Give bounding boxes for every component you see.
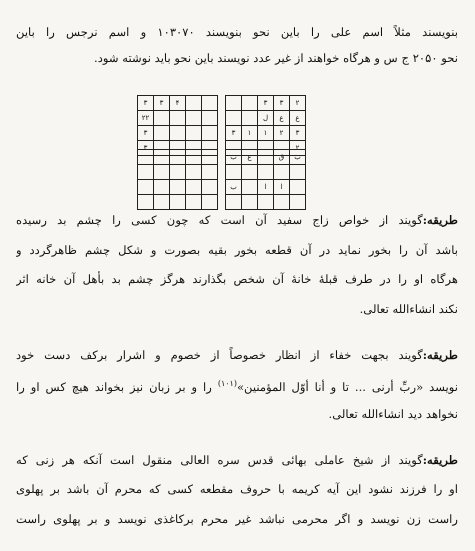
grid-cell <box>170 126 186 141</box>
grid-cell: ۳ <box>138 126 154 141</box>
grid-cell <box>170 111 186 126</box>
grid-cell <box>242 165 258 180</box>
grid-cell <box>170 195 186 210</box>
grid-cell <box>154 150 170 165</box>
grid-cell: ا <box>274 180 290 195</box>
grid-cell <box>258 150 274 165</box>
grid-cell <box>258 165 274 180</box>
grid-cell <box>154 126 170 141</box>
paragraph-line: طریقه:گویند از شیخ عاملی بهائی قدس سره العالی منقول است آنکه هر زنی که <box>16 453 458 467</box>
grid-cell <box>202 96 218 111</box>
text-line: بنویسند مثلاً اسم علی را باین نحو بنویسند ۱۰۳۰۷۰ و اسم نرجس را باین <box>16 25 458 39</box>
grid-cell: ۳ <box>274 96 290 111</box>
paragraph-line: راست زن نویسد و اگر محرمی نباشد غیر محرم برکاغذی نویسد و بر پهلوی راست <box>16 512 458 526</box>
grid-cell <box>242 195 258 210</box>
grid-cell: ۱ <box>258 126 274 141</box>
grid-cell <box>226 165 242 180</box>
grid-cell: ۲۲ <box>138 111 154 126</box>
grid-cell: ق <box>274 150 290 165</box>
grid-cell: ۲ <box>274 126 290 141</box>
grid-row <box>138 195 218 210</box>
paragraph-line: نخواهد دید انشاءالله تعالی. <box>328 407 458 421</box>
grid-cell: ۱ <box>242 126 258 141</box>
section-label: طریقه: <box>422 213 458 227</box>
grid-cell <box>202 195 218 210</box>
grid-row <box>226 96 306 111</box>
grid-cell: ب <box>290 150 306 165</box>
text-line: نحو ۲۰۵۰ ج س و هرگاه خواهند از غیر عدد نویسند باین نحو باید نوشته شود. <box>94 51 458 65</box>
grid-cell <box>202 126 218 141</box>
grid-cell <box>154 165 170 180</box>
grid-cell <box>170 180 186 195</box>
grid-cell: ۴ <box>170 96 186 111</box>
grid-cell <box>290 180 306 195</box>
section-label: طریقه: <box>422 453 458 467</box>
grid-cell: ۳ <box>138 141 154 156</box>
paragraph-line: نویسد «ربِّ أرنی ... تا و أنا أوّل المؤمنین»$^{(۱۰۱)}$ را و بر زبان نیز بخواند هیچ کس او را <box>16 379 458 394</box>
grid-cell <box>202 150 218 165</box>
grid-cell: ۳ <box>138 96 154 111</box>
grid-cell: ۳ <box>290 126 306 141</box>
grid-cell <box>242 180 258 195</box>
magic-square-grid <box>225 149 306 210</box>
grid-row <box>138 126 218 141</box>
magic-square-grid <box>225 95 306 156</box>
grid-cell <box>154 195 170 210</box>
grid-cell: ب <box>226 180 242 195</box>
grid-cell <box>170 150 186 165</box>
paragraph-line: باشد آن را بخور نماید در آن قطعه بخور بقیه بصورت و شکل چشم ظاهرگردد و <box>16 243 458 257</box>
grid-row <box>138 150 218 165</box>
grid-cell <box>202 111 218 126</box>
grid-cell <box>186 180 202 195</box>
grid-cell <box>290 165 306 180</box>
grid-cell <box>186 96 202 111</box>
grid-cell <box>290 195 306 210</box>
section-label: طریقه: <box>422 348 458 362</box>
grid-cell: ع <box>242 150 258 165</box>
grid-row <box>226 150 306 165</box>
grid-cell <box>274 195 290 210</box>
grid-cell <box>138 150 154 165</box>
grid-cell <box>274 165 290 180</box>
paragraph-line: طریقه:گویند بجهت خفاء از انظار خصوصاً از خصوم و اشرار برکف دست خود <box>16 348 458 362</box>
grid-cell: ب <box>226 150 242 165</box>
paragraph-line: نکند انشاءالله تعالی. <box>359 302 458 316</box>
magic-square-grid <box>137 95 218 156</box>
grid-row <box>226 195 306 210</box>
grid-cell: ا <box>258 180 274 195</box>
grid-cell <box>242 96 258 111</box>
grid-cell <box>186 165 202 180</box>
grid-row <box>226 126 306 141</box>
grid-cell <box>170 165 186 180</box>
grid-cell <box>186 195 202 210</box>
grid-cell <box>186 150 202 165</box>
grid-cell: ۳ <box>258 96 274 111</box>
grid-cell: ۲ <box>290 141 306 156</box>
grid-cell: ع <box>274 111 290 126</box>
grid-row <box>138 165 218 180</box>
grid-row <box>138 111 218 126</box>
paragraph-line: او را فرزند نشود این آیه کریمه با حروف مقطعه کسی که محرم آن باشد بر پهلوی <box>16 482 458 496</box>
grid-cell: ۲ <box>290 96 306 111</box>
grid-cell: ع <box>290 111 306 126</box>
grid-cell <box>258 195 274 210</box>
grid-cell <box>226 96 242 111</box>
grid-cell: ۳ <box>226 126 242 141</box>
grid-cell <box>138 195 154 210</box>
grid-cell: ۳ <box>154 96 170 111</box>
grid-cell <box>226 111 242 126</box>
grid-cell <box>154 180 170 195</box>
grid-cell <box>138 165 154 180</box>
grid-cell: ل <box>258 111 274 126</box>
grid-row <box>226 165 306 180</box>
grid-cell <box>138 180 154 195</box>
grid-cell <box>154 111 170 126</box>
grid-cell <box>202 180 218 195</box>
grid-row <box>138 96 218 111</box>
magic-square-grid <box>137 149 218 210</box>
paragraph-line: هرگاه او را در طرف قبلهٔ خانهٔ آن شخص بگذارند هرگز چشم بد بأهل آن خانه اثر <box>16 272 458 286</box>
grid-row <box>226 180 306 195</box>
grid-row <box>226 111 306 126</box>
grid-cell <box>242 111 258 126</box>
grid-cell <box>186 126 202 141</box>
grid-cell <box>202 165 218 180</box>
paragraph-line: طریقه:گویند از خواص زاج سفید آن است که چون کسی را چشم بد رسیده <box>16 213 458 227</box>
grid-cell <box>226 195 242 210</box>
footnote-ref: (۱۰۱) <box>217 379 237 388</box>
grid-cell <box>186 111 202 126</box>
grid-row <box>138 180 218 195</box>
